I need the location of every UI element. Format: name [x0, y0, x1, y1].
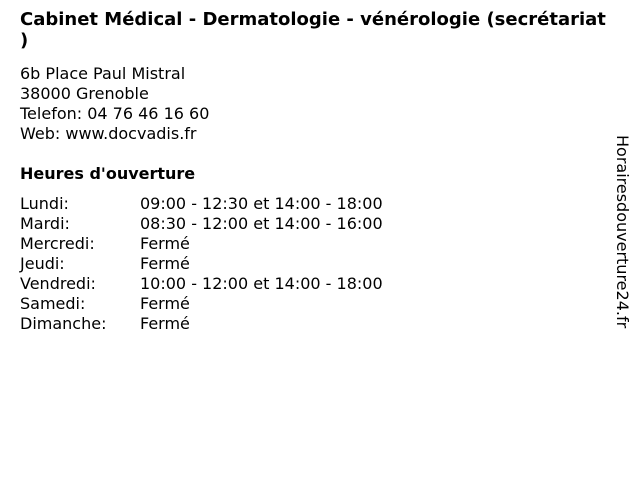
city-postal: 38000 Grenoble — [20, 84, 149, 103]
day-hours: Fermé — [140, 254, 190, 273]
hours-row-monday — [20, 194, 383, 214]
site-brand-vertical: Horairesdouverture24.fr — [613, 135, 632, 329]
day-label: Mercredi: — [20, 234, 95, 253]
page-title: Cabinet Médical - Dermatologie - vénérologie (secrétariat ) — [20, 9, 606, 51]
day-label: Dimanche: — [20, 314, 107, 333]
hours-row-friday — [20, 274, 383, 294]
web-line: Web: www.docvadis.fr — [20, 124, 197, 143]
opening-hours-heading: Heures d'ouverture — [20, 164, 196, 183]
street-address: 6b Place Paul Mistral — [20, 64, 186, 83]
hours-row-tuesday — [20, 214, 383, 234]
day-label: Mardi: — [20, 214, 70, 233]
opening-hours-table — [20, 194, 383, 334]
phone-line: Telefon: 04 76 46 16 60 — [20, 104, 210, 123]
day-hours: Fermé — [140, 294, 190, 313]
address-block — [20, 64, 209, 144]
day-label: Lundi: — [20, 194, 69, 213]
day-label: Vendredi: — [20, 274, 96, 293]
day-hours: Fermé — [140, 314, 190, 333]
hours-row-sunday — [20, 314, 383, 334]
day-hours: 08:30 - 12:00 et 14:00 - 16:00 — [140, 214, 383, 233]
day-hours: Fermé — [140, 234, 190, 253]
hours-row-wednesday — [20, 234, 383, 254]
day-hours: 10:00 - 12:00 et 14:00 - 18:00 — [140, 274, 383, 293]
hours-row-thursday — [20, 254, 383, 274]
hours-row-saturday — [20, 294, 383, 314]
day-label: Jeudi: — [20, 254, 65, 273]
day-hours: 09:00 - 12:30 et 14:00 - 18:00 — [140, 194, 383, 213]
day-label: Samedi: — [20, 294, 86, 313]
